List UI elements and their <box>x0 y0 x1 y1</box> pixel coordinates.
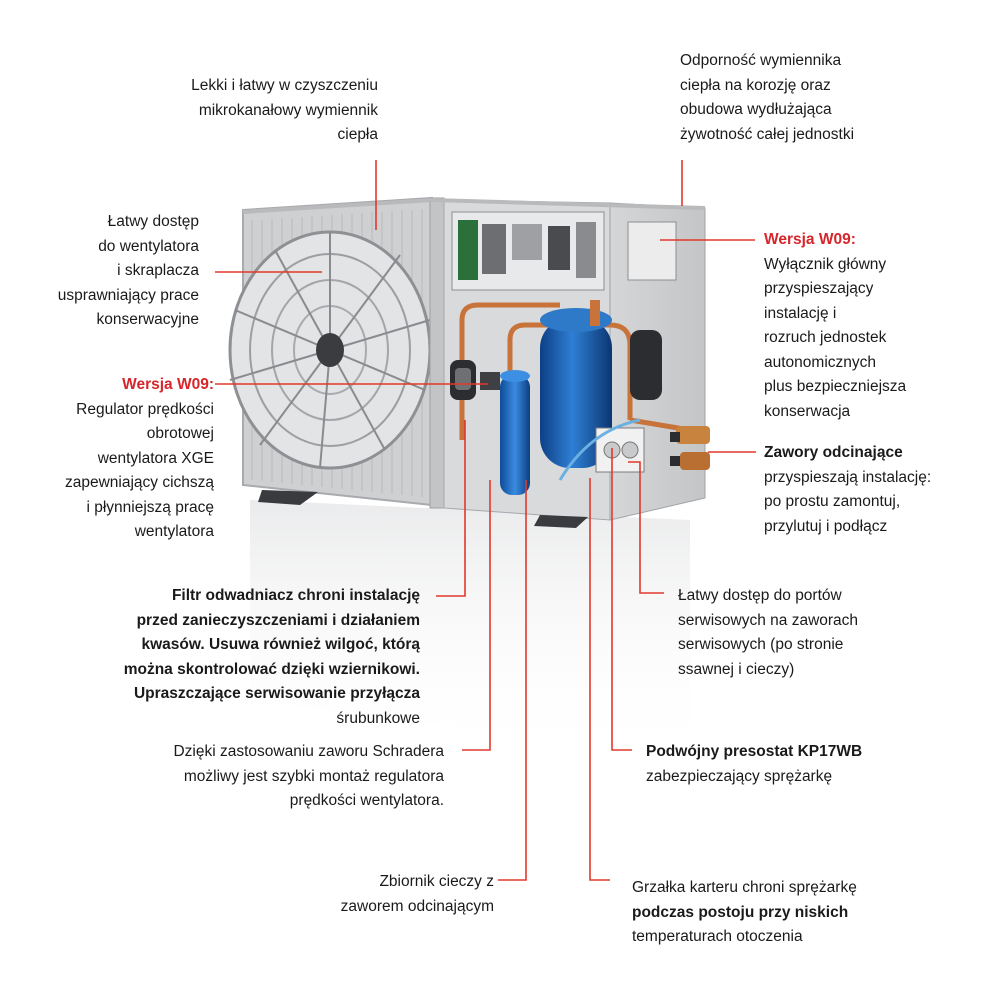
text-line: i skraplacza <box>117 262 199 279</box>
label-corrosion <box>680 49 854 147</box>
text-line: wentylatora <box>134 523 214 540</box>
text-line: kwasów. Usuwa również wilgoć, którą <box>141 636 420 653</box>
text-line: żywotność całej jednostki <box>680 125 855 143</box>
text-line: Filtr odwadniacz chroni instalację <box>171 587 420 604</box>
text-line: autonomicznych <box>764 353 877 371</box>
text-line: plus bezpieczniejsza <box>764 378 907 395</box>
text-line: zabezpieczający sprężarkę <box>646 767 833 785</box>
fan <box>230 232 430 468</box>
text-line: i płynniejszą pracę <box>86 498 214 516</box>
text-line: można skontrolować dzięki wziernikowi. <box>123 660 420 678</box>
text-line: podczas postoju przy niskich <box>632 903 849 921</box>
text-line: przyspieszający <box>764 280 874 297</box>
label-shutoff-valves <box>764 441 931 539</box>
text-line: Zbiornik cieczy z <box>379 873 494 890</box>
text-line: prędkości wentylatora. <box>289 792 444 809</box>
text-line: mikrokanałowy wymiennik <box>198 101 378 119</box>
label-filter-drier <box>124 584 420 731</box>
text-line: serwisowych na zaworach <box>678 611 859 629</box>
filter-drier <box>450 360 476 400</box>
text-line: ciepła <box>337 126 378 143</box>
text-line: Dzięki zastosowaniu zaworu Schradera <box>173 743 444 760</box>
label-crankcase <box>632 876 857 950</box>
text-line: Regulator prędkości <box>76 400 214 418</box>
version-tag: Wersja W09: <box>122 376 214 393</box>
text-line: obudowa wydłużająca <box>680 101 832 118</box>
label-receiver <box>341 870 494 919</box>
text-line: możliwy jest szybki montaż regulatora <box>183 767 444 785</box>
label-fan-access <box>58 210 199 333</box>
label-main-switch <box>764 228 906 424</box>
text-line: Wyłącznik główny <box>764 255 887 273</box>
text-line: ssawnej i cieczy) <box>678 660 795 678</box>
text-line: wentylatora XGE <box>97 449 214 467</box>
text-line: obrotowej <box>146 425 214 442</box>
condensing-unit-illustration <box>230 198 710 528</box>
text-line: zapewniający cichszą <box>64 474 214 491</box>
label-schrader <box>173 740 444 814</box>
text-line: konserwacja <box>764 402 851 420</box>
text-line: ciepła na korozję oraz <box>680 76 831 94</box>
text-line: konserwacyjne <box>96 311 199 328</box>
text-line: Grzałka karteru chroni sprężarkę <box>632 879 857 896</box>
text-line: przylutuj i podłącz <box>764 517 888 535</box>
text-line: śrubunkowe <box>336 709 420 727</box>
label-service-ports <box>678 584 858 682</box>
text-line: Lekki i łatwy w czyszczeniu <box>191 77 378 94</box>
text-line: serwisowych (po stronie <box>678 636 844 653</box>
text-line: po prostu zamontuj, <box>764 493 901 510</box>
electrical-box <box>452 212 604 290</box>
text-line: Łatwy dostęp do portów <box>678 587 842 604</box>
text-line: przyspieszają instalację: <box>764 468 932 486</box>
text-line: do wentylatora <box>98 237 199 255</box>
liquid-receiver <box>500 370 530 495</box>
speed-regulator <box>480 372 500 390</box>
text-line: przed zanieczyszczeniami i działaniem <box>136 611 420 629</box>
text-line: usprawniający prace <box>57 286 199 304</box>
label-title: Zawory odcinające <box>764 444 903 461</box>
text-line: temperaturach otoczenia <box>632 928 803 945</box>
main-switch-box <box>628 222 676 280</box>
text-line: Łatwy dostęp <box>107 213 199 230</box>
text-line: instalację i <box>764 304 837 322</box>
label-speed-regulator <box>65 373 214 545</box>
text-line: Odporność wymiennika <box>680 52 842 69</box>
text-line: Upraszczające serwisowanie przyłącza <box>133 685 420 702</box>
label-title: Podwójny presostat KP17WB <box>646 743 863 760</box>
label-pressostat <box>646 740 862 789</box>
text-line: zaworem odcinającym <box>340 897 494 915</box>
text-line: rozruch jednostek <box>764 329 887 346</box>
label-heat-exchanger <box>191 74 378 148</box>
version-tag: Wersja W09: <box>764 231 856 248</box>
